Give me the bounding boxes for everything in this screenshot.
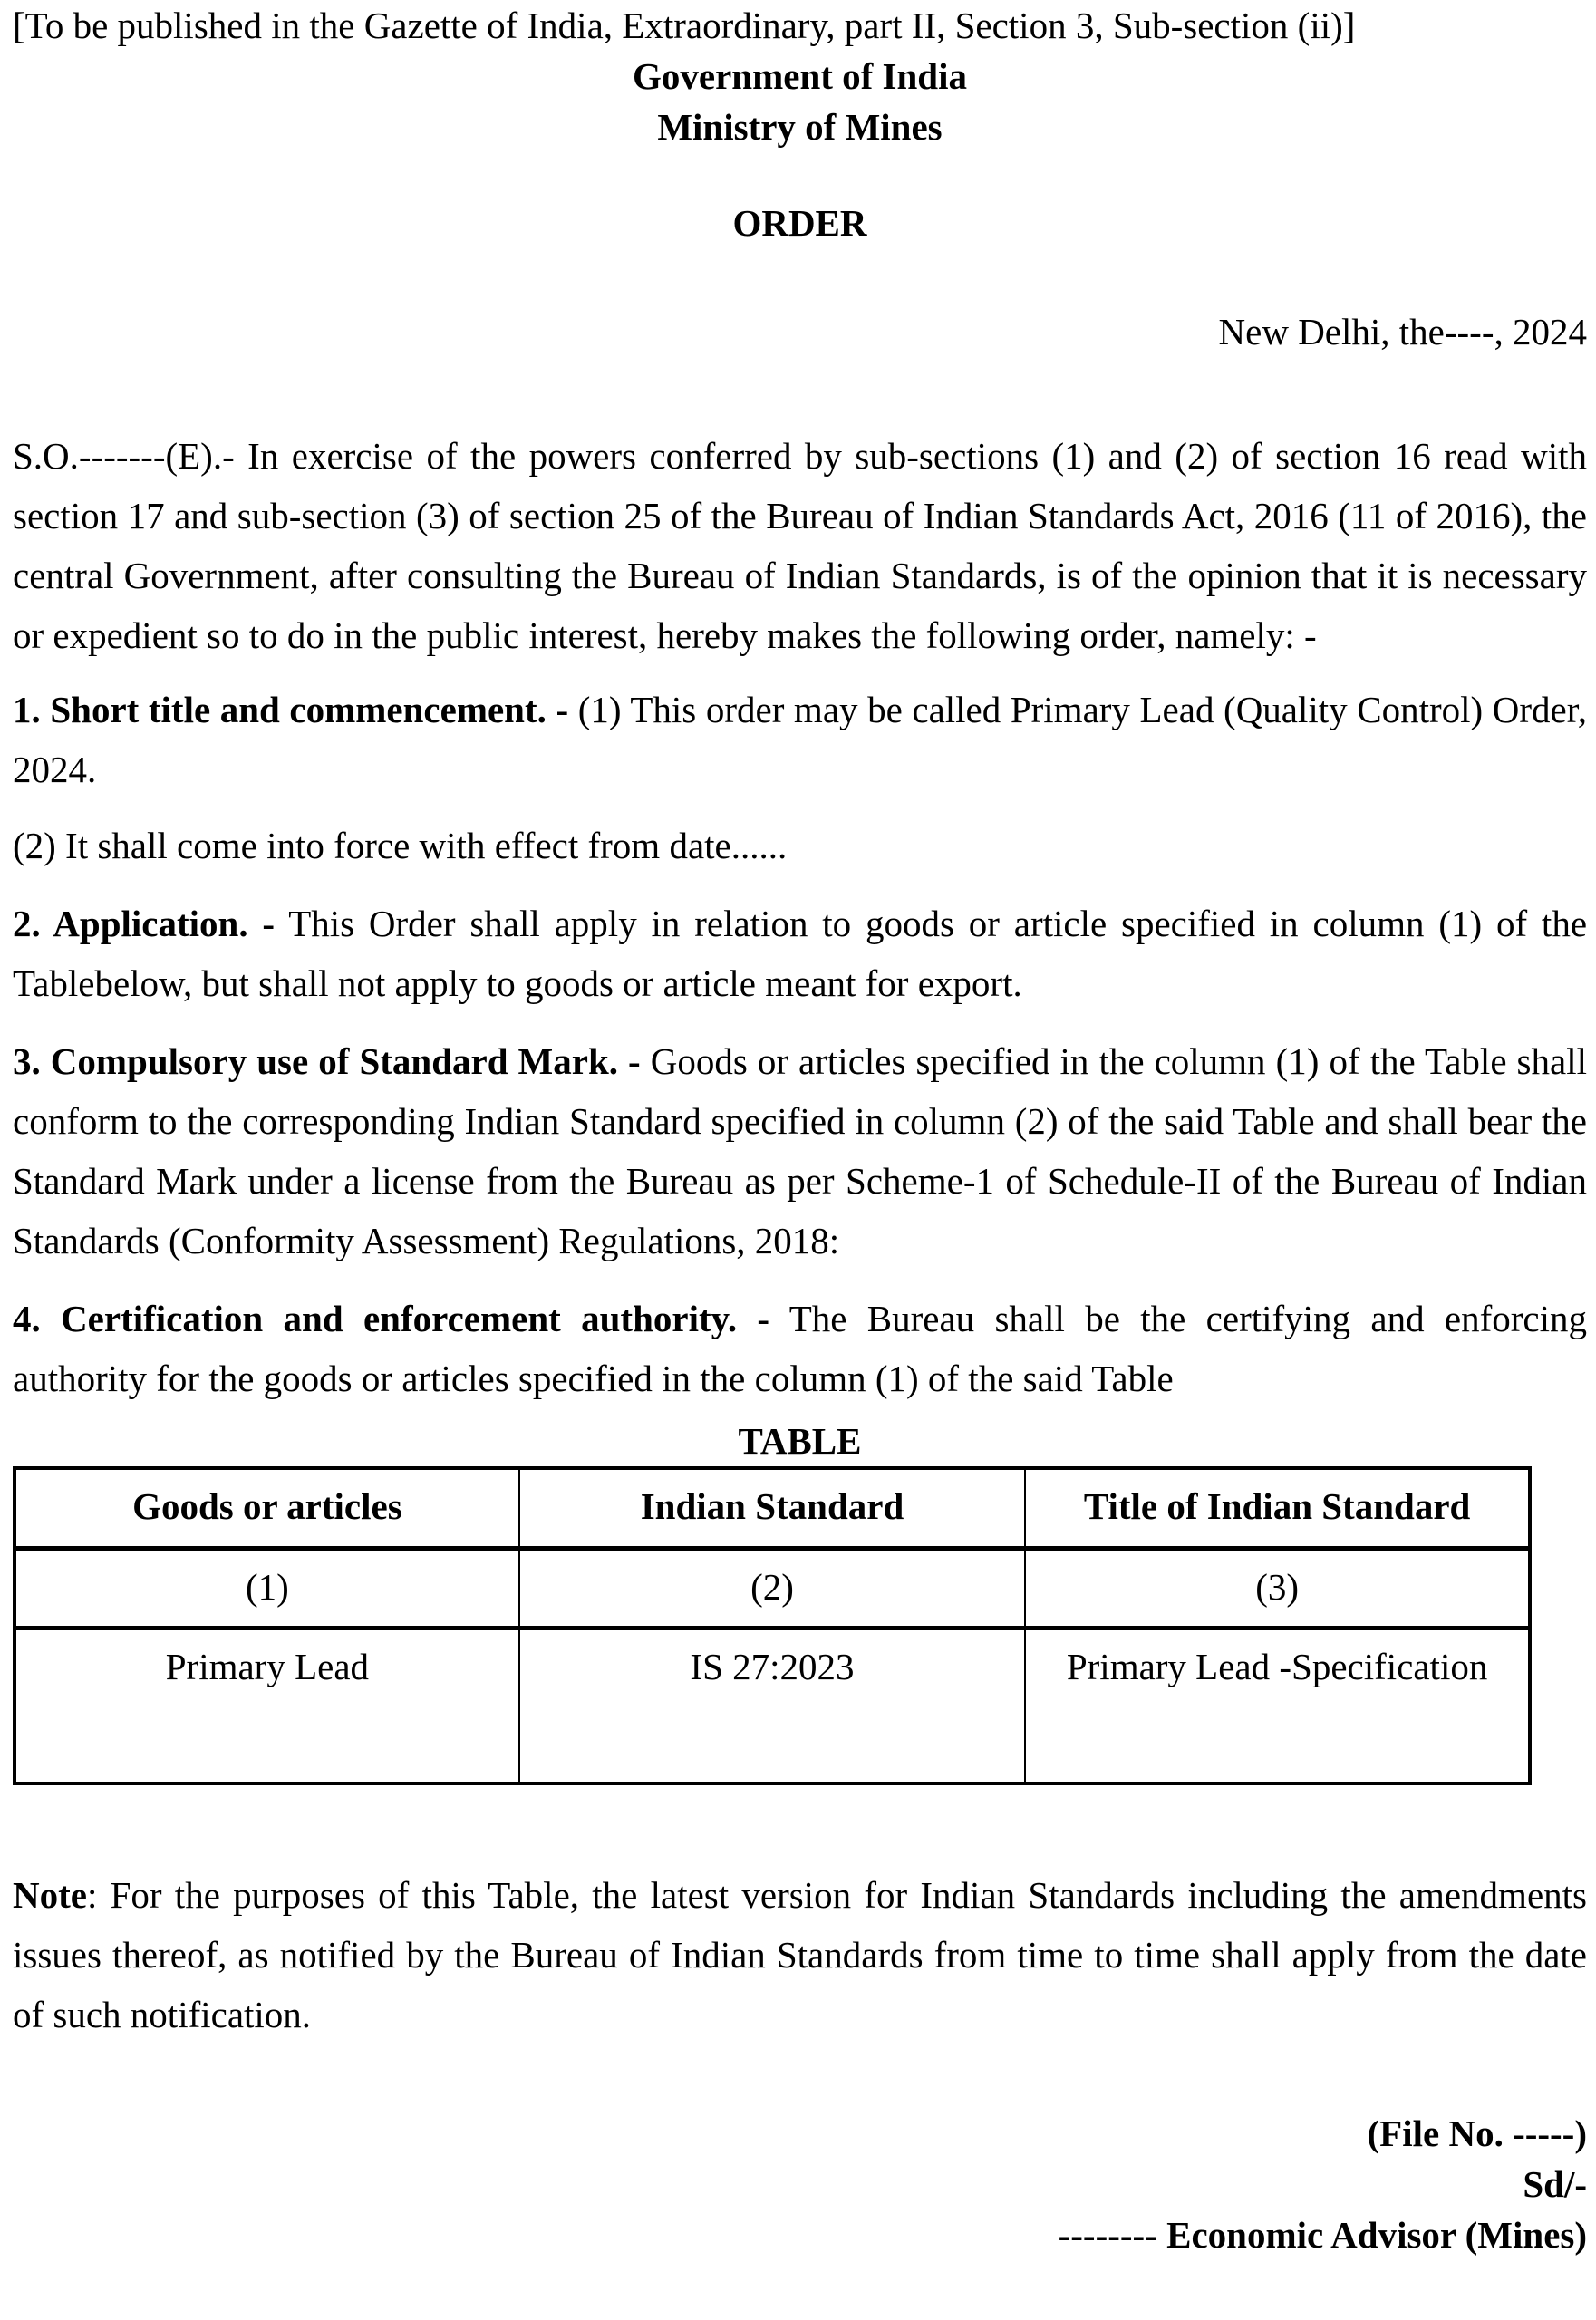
section-3-standard-mark: [13, 1031, 1587, 1271]
table-header-goods: Goods or articles: [15, 1468, 519, 1548]
table-data-row: [15, 1628, 1530, 1784]
note-text: : For the purposes of this Table, the latest version for Indian Standards including the amendments issues thereof, as notified by the Bureau of Indian Standards from time to time shall apply from the date of such notification.: [13, 1874, 1587, 2035]
publication-note: [To be published in the Gazette of India, Extraordinary, part II, Section 3, Sub-section (ii)]: [13, 5, 1356, 46]
ministry-heading: Ministry of Mines: [657, 106, 943, 148]
section-4-certification: [13, 1289, 1587, 1408]
preamble-paragraph: S.O.-------(E).- In exercise of the powers conferred by sub-sections (1) and (2) of section 16 read with section 17 and sub-section (3) of section 25 of the Bureau of Indian Standards Act, 2016 (11 of 2016), the central Government, after consulting the Bureau of Indian Standards, is of the opinion that it is necessary or expedient so to do in the public interest, hereby makes the following order, namely: -: [13, 435, 1587, 656]
section-4-body: The Bureau shall be the certifying and enforcing authority for the goods or articles specified in the column (1) of the said Table: [13, 1298, 1588, 1399]
section-3-heading: 3. Compulsory use of Standard Mark. -: [13, 1040, 641, 1082]
order-heading: ORDER: [732, 202, 867, 244]
section-1-subclause-2: (2) It shall come into force with effect from date......: [13, 825, 788, 866]
table-colnum-1: (1): [15, 1548, 519, 1628]
section-2-application: [13, 894, 1587, 1013]
table-cell-standard-title: Primary Lead -Specification: [1025, 1628, 1530, 1784]
table-colnum-3: (3): [1025, 1548, 1530, 1628]
table-column-number-row: [15, 1548, 1530, 1628]
table-cell-goods: Primary Lead: [15, 1628, 519, 1784]
table-header-title-of-standard: Title of Indian Standard: [1025, 1468, 1530, 1548]
table-header-indian-standard: Indian Standard: [519, 1468, 1025, 1548]
section-2-heading: 2. Application. -: [13, 903, 276, 944]
section-1-short-title: [13, 680, 1587, 799]
table-title: TABLE: [738, 1420, 862, 1462]
section-1-heading: 1. Short title and commencement. -: [13, 689, 569, 730]
signature-block: [13, 2108, 1587, 2260]
sd-line: Sd/-: [1523, 2163, 1587, 2205]
section-3-body: Goods or articles specified in the column (1) of the Table shall conform to the corresponding Indian Standard specified in column (2) of the said Table and shall bear the Standard Mark under a license from the Bureau as per Scheme-1 of Schedule-II of the Bureau of Indian Standards (Conformity Assessment) Regulations, 2018:: [13, 1040, 1587, 1262]
section-1-body: (1) This order may be called Primary Lead (Quality Control) Order, 2024.: [13, 689, 1587, 790]
table-cell-standard: IS 27:2023: [519, 1628, 1025, 1784]
government-of-india-heading: Government of India: [633, 55, 967, 97]
table-header-row: [15, 1468, 1530, 1548]
standards-table: [13, 1466, 1532, 1785]
signatory-line: -------- Economic Advisor (Mines): [1058, 2214, 1587, 2256]
section-4-heading: 4. Certification and enforcement authority. -: [13, 1298, 770, 1339]
dateline: New Delhi, the----, 2024: [1218, 311, 1587, 353]
file-number-line: (File No. -----): [1367, 2112, 1587, 2154]
note-paragraph: [13, 1865, 1587, 2044]
note-label: Note: [13, 1874, 87, 1916]
table-colnum-2: (2): [519, 1548, 1025, 1628]
section-2-body: This Order shall apply in relation to goods or article specified in column (1) of the Tablebelow, but shall not apply to goods or article meant for export.: [13, 903, 1588, 1004]
